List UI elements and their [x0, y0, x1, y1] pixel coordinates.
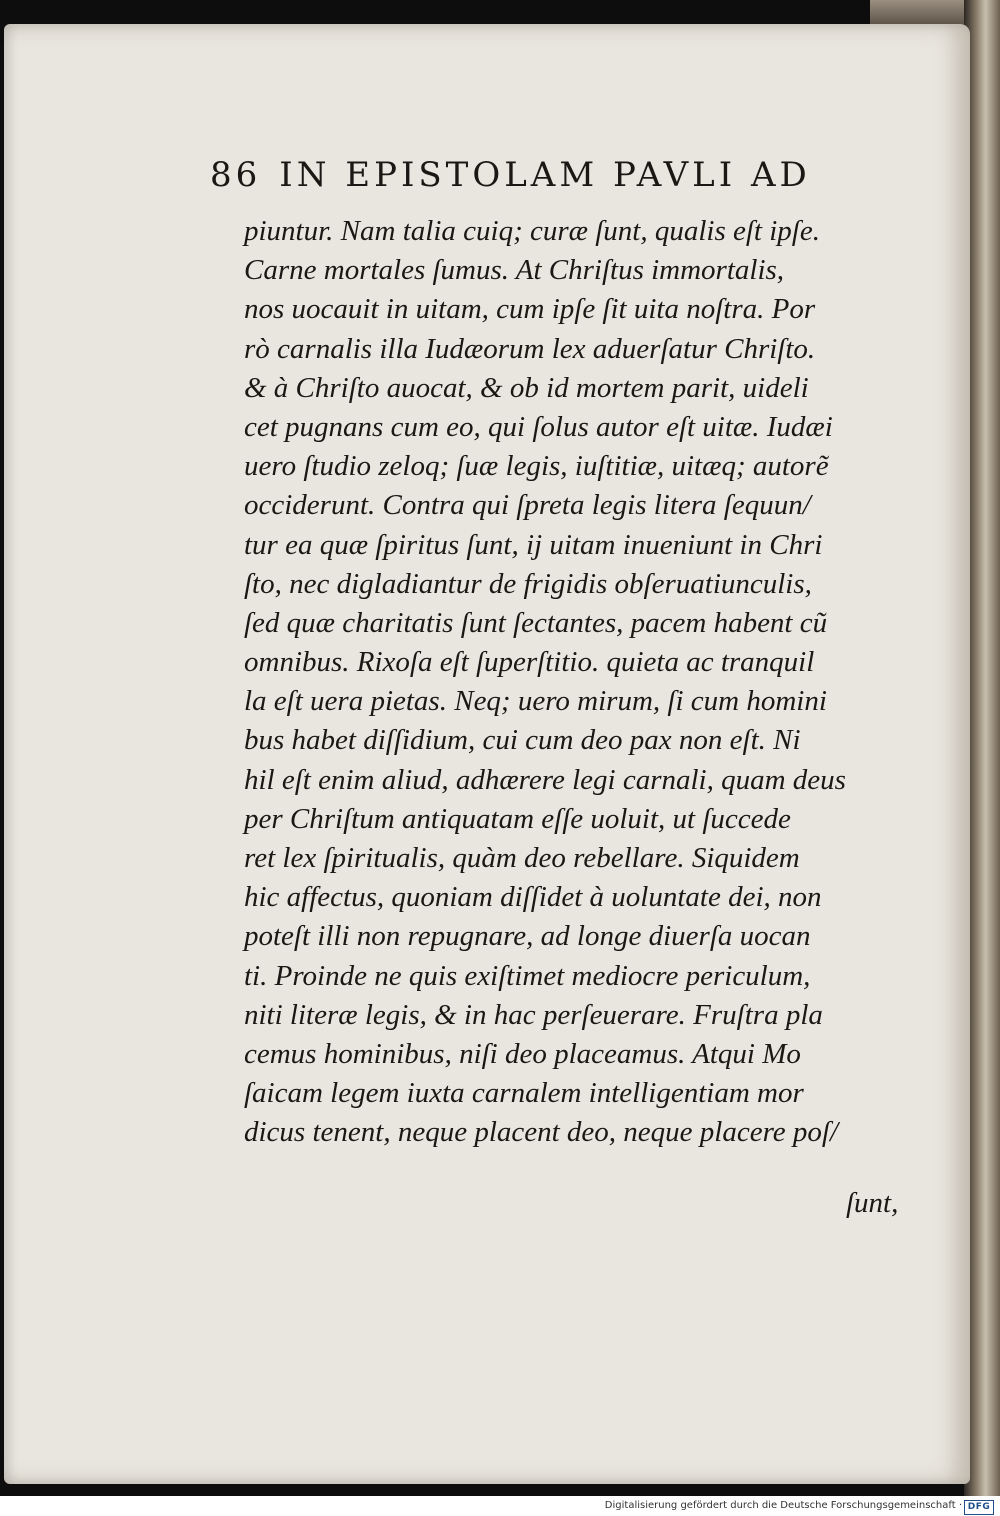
text-line: dicus tenent, neque placent deo, neque placere poſ/: [244, 1116, 839, 1149]
text-line: hic affectus, quoniam diſſidet à uoluntate dei, non: [244, 881, 822, 914]
text-line: ſed quæ charitatis ſunt ſectantes, pacem habent cũ: [244, 606, 828, 639]
text-line: ret lex ſpiritualis, quàm deo rebellare. Siquidem: [244, 842, 800, 874]
folio-number: 86: [210, 155, 262, 195]
text-line: poteſt illi non repugnare, ad longe diuerſa uocan: [244, 920, 811, 953]
text-line: ſto, nec digladiantur de frigidis obſeruatiunculis,: [244, 567, 812, 600]
text-line: bus habet diſſidium, cui cum deo pax non eſt. Ni: [244, 724, 801, 757]
text-line: per Chriſtum antiquatam eſſe uoluit, ut ſuccede: [244, 802, 791, 835]
text-line: ſaicam legem iuxta carnalem intelligentiam mor: [244, 1077, 804, 1110]
text-line: rò carnalis illa Iudæorum lex aduerſatur Chriſto.: [244, 332, 816, 365]
text-line: cet pugnans cum eo, qui ſolus autor eſt uitæ. Iudæi: [244, 410, 833, 443]
text-line: omnibus. Rixoſa eſt ſuperſtitio. quieta ac tranquil: [244, 646, 815, 679]
running-header: [210, 150, 900, 200]
text-line: Carne mortales ſumus. At Chriſtus immortalis,: [244, 254, 785, 287]
text-line: ti. Proinde ne quis exiſtimet mediocre periculum,: [244, 959, 811, 992]
body-text: [244, 212, 906, 1153]
catchword: ſunt,: [846, 1187, 899, 1219]
text-line: la eſt uera pietas. Neq; uero mirum, ſi cum homini: [244, 685, 827, 718]
text-line: uero ſtudio zeloq; ſuæ legis, iuſtitiæ, uitæq; autorẽ: [244, 450, 829, 483]
text-line: cemus hominibus, niſi deo placeamus. Atqui Mo: [244, 1037, 801, 1070]
funding-credit: Digitalisierung gefördert durch die Deutsche Forschungsgemeinschaft ·: [604, 1500, 962, 1511]
text-line: tur ea quæ ſpiritus ſunt, ij uitam inueniunt in Chri: [244, 528, 823, 561]
dfg-logo-icon: DFG: [964, 1500, 994, 1515]
text-line: & à Chriſto auocat, & ob id mortem parit, uideli: [244, 371, 809, 404]
text-line: occiderunt. Contra qui ſpreta legis litera ſequun/: [244, 489, 811, 522]
running-head-title: IN EPISTOLAM PAVLI AD: [279, 155, 811, 195]
text-line: niti literæ legis, & in hac perſeuerare. Fruſtra pla: [244, 998, 823, 1031]
text-line: nos uocauit in uitam, cum ipſe ſit uita noſtra. Por: [244, 293, 816, 326]
text-line: hil eſt enim aliud, adhærere legi carnali, quam deus: [244, 763, 846, 796]
text-line: piuntur. Nam talia cuiq; curæ ſunt, qualis eſt ipſe.: [244, 215, 820, 247]
